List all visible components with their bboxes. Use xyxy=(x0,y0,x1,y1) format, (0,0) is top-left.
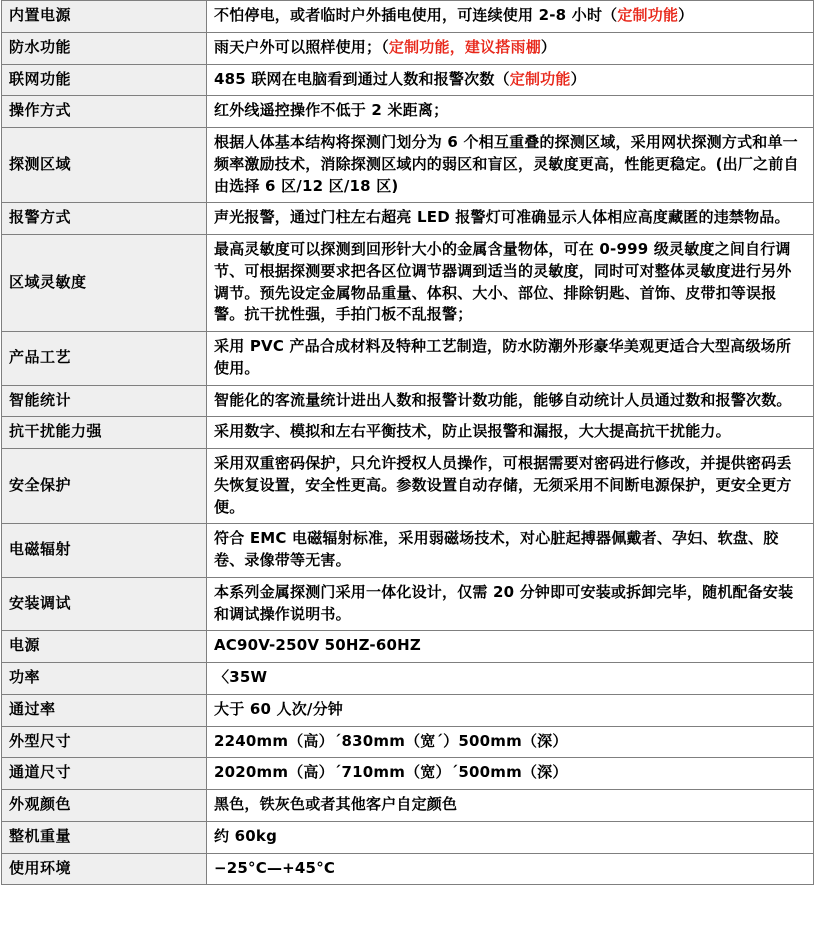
table-row xyxy=(2,385,814,417)
spec-label: 功率 xyxy=(2,663,207,695)
specification-table xyxy=(1,0,814,885)
table-body xyxy=(2,1,814,885)
spec-label: 外型尺寸 xyxy=(2,726,207,758)
spec-value-text: 2240mm（高）´830mm（宽´）500mm（深） xyxy=(214,731,568,750)
table-row xyxy=(2,1,814,33)
spec-label: 内置电源 xyxy=(2,1,207,33)
spec-value xyxy=(207,726,814,758)
spec-label: 通过率 xyxy=(2,694,207,726)
table-row xyxy=(2,417,814,449)
table-row xyxy=(2,758,814,790)
spec-value xyxy=(207,694,814,726)
spec-value-text: 2020mm（高）´710mm（宽）´500mm（深） xyxy=(214,763,568,782)
spec-label: 防水功能 xyxy=(2,32,207,64)
spec-value-text: 〈35W xyxy=(214,668,268,686)
spec-label: 区域灵敏度 xyxy=(2,235,207,332)
spec-label: 外观颜色 xyxy=(2,790,207,822)
spec-value xyxy=(207,1,814,33)
table-row xyxy=(2,726,814,758)
spec-value xyxy=(207,64,814,96)
spec-value-highlight: 定制功能 xyxy=(509,69,571,88)
table-row xyxy=(2,631,814,663)
spec-label: 探测区域 xyxy=(2,128,207,203)
spec-value xyxy=(207,203,814,235)
spec-value-text: −25°C—+45°C xyxy=(214,858,336,877)
spec-value xyxy=(207,385,814,417)
spec-label: 电磁辐射 xyxy=(2,524,207,578)
spec-value-text: ） xyxy=(570,69,586,88)
table-row xyxy=(2,96,814,128)
spec-label: 使用环境 xyxy=(2,853,207,885)
spec-value-text: 智能化的客流量统计进出人数和报警计数功能，能够自动统计人员通过数和报警次数。 xyxy=(214,390,792,409)
table-row xyxy=(2,64,814,96)
spec-value-text: 大于 60 人次/分钟 xyxy=(214,699,343,718)
table-row xyxy=(2,203,814,235)
spec-value-text: 约 60kg xyxy=(214,826,278,845)
table-row xyxy=(2,663,814,695)
table-row xyxy=(2,524,814,578)
spec-value xyxy=(207,96,814,128)
spec-value xyxy=(207,577,814,631)
spec-label: 联网功能 xyxy=(2,64,207,96)
spec-value-text: 最高灵敏度可以探测到回形针大小的金属含量物体，可在 0-999 级灵敏度之间自行调节、可根据探测要求把各区位调节器调到适当的灵敏度，同时可对整体灵敏度进行另外调节。预先设定金属物品重量、体积、大小、部位、排除钥匙、首饰、皮带扣等误报警。抗干扰性强，手拍门板不乱报警； xyxy=(214,240,792,324)
spec-label: 电源 xyxy=(2,631,207,663)
spec-value xyxy=(207,853,814,885)
spec-value-text: ） xyxy=(540,37,557,56)
spec-value xyxy=(207,663,814,695)
spec-value-text: 符合 EMC 电磁辐射标准，采用弱磁场技术，对心脏起搏器佩戴者、孕妇、软盘、胶卷、录像带等无害。 xyxy=(214,529,779,569)
spec-label: 安装调试 xyxy=(2,577,207,631)
spec-value xyxy=(207,128,814,203)
spec-value xyxy=(207,235,814,332)
table-row xyxy=(2,790,814,822)
spec-value-text: 采用双重密码保护，只允许授权人员操作，可根据需要对密码进行修改，并提供密码丢失恢复设置，安全性更高。参数设置自动存储，无须采用不间断电源保护，更安全更方便。 xyxy=(214,454,792,516)
table-row xyxy=(2,853,814,885)
spec-value-text: 485 联网在电脑看到通过人数和报警次数（ xyxy=(214,69,510,88)
spec-label: 安全保护 xyxy=(2,449,207,524)
spec-label: 整机重量 xyxy=(2,821,207,853)
spec-value-text: 黑色，铁灰色或者其他客户自定颜色 xyxy=(214,795,458,813)
table-row xyxy=(2,449,814,524)
spec-value-text: 雨天户外可以照样使用；（ xyxy=(214,37,389,56)
spec-value xyxy=(207,32,814,64)
table-row xyxy=(2,235,814,332)
spec-label: 抗干扰能力强 xyxy=(2,417,207,449)
spec-value-text: 本系列金属探测门采用一体化设计，仅需 20 分钟即可安装或拆卸完毕，随机配备安装和调试操作说明书。 xyxy=(214,582,794,623)
spec-label: 通道尺寸 xyxy=(2,758,207,790)
spec-value-text: 根据人体基本结构将探测门划分为 6 个相互重叠的探测区域，采用网状探测方式和单一频率激励技术，消除探测区域内的弱区和盲区，灵敏度更高，性能更稳定。(出厂之前自由选择 6 区/12 区/18 区) xyxy=(214,133,799,195)
table-row xyxy=(2,332,814,386)
spec-value xyxy=(207,790,814,822)
spec-value-text: 不怕停电，或者临时户外插电使用，可连续使用 2-8 小时（ xyxy=(214,6,618,24)
table-row xyxy=(2,32,814,64)
spec-value-text: 采用数字、模拟和左右平衡技术，防止误报警和漏报，大大提高抗干扰能力。 xyxy=(214,422,731,441)
spec-value xyxy=(207,449,814,524)
spec-value xyxy=(207,758,814,790)
spec-value-highlight: 定制功能 xyxy=(617,6,679,24)
spec-label: 智能统计 xyxy=(2,385,207,417)
spec-label: 产品工艺 xyxy=(2,332,207,386)
spec-value-highlight: 定制功能，建议搭雨棚 xyxy=(388,37,541,56)
table-row xyxy=(2,577,814,631)
table-row xyxy=(2,821,814,853)
spec-value-text: 红外线遥控操作不低于 2 米距离； xyxy=(214,101,449,120)
spec-value-text: ） xyxy=(678,6,694,24)
spec-value xyxy=(207,524,814,578)
spec-label: 报警方式 xyxy=(2,203,207,235)
spec-value-text: AC90V-250V 50HZ-60HZ xyxy=(214,636,421,655)
spec-value xyxy=(207,821,814,853)
spec-value xyxy=(207,332,814,386)
spec-value xyxy=(207,417,814,449)
spec-value xyxy=(207,631,814,663)
table-row xyxy=(2,128,814,203)
spec-value-text: 采用 PVC 产品合成材料及特种工艺制造，防水防潮外形豪华美观更适合大型高级场所使用。 xyxy=(214,337,792,377)
table-row xyxy=(2,694,814,726)
spec-label: 操作方式 xyxy=(2,96,207,128)
spec-value-text: 声光报警，通过门柱左右超亮 LED 报警灯可准确显示人体相应高度藏匿的违禁物品。 xyxy=(214,208,790,227)
